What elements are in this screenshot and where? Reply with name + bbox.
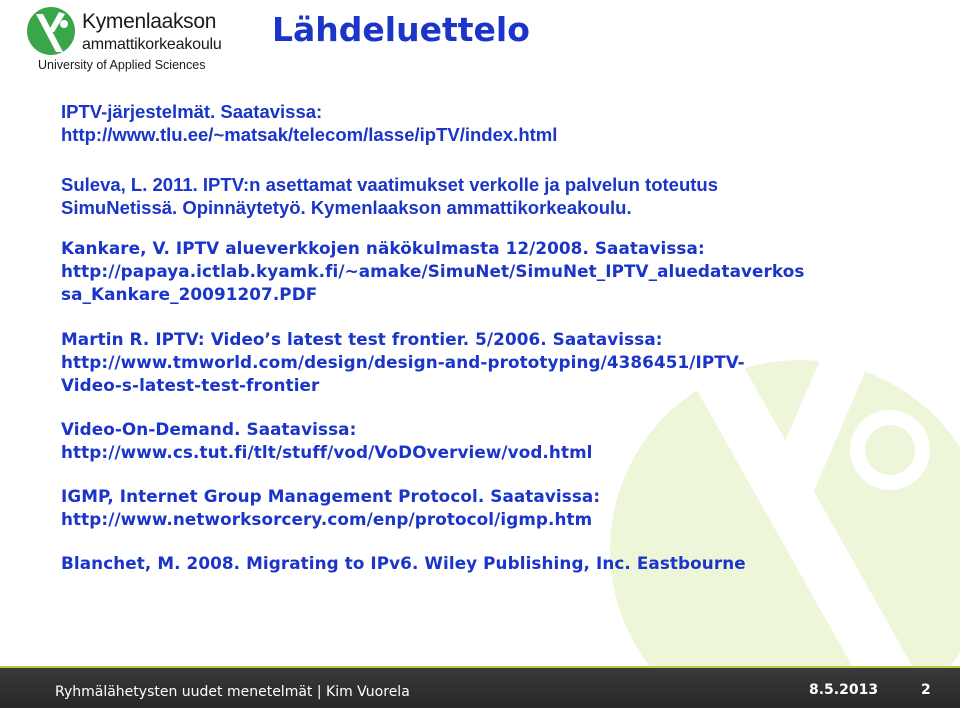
reference-line: http://www.tmworld.com/design/design-and-prototyping/4386451/IPTV- (61, 352, 745, 372)
footer-text: Ryhmälähetysten uudet menetelmät | Kim Vuorela (55, 684, 410, 700)
reference-line: SimuNetissä. Opinnäytetyö. Kymenlaakson ammattikorkeakoulu. (61, 197, 632, 218)
kyamk-emblem-icon (26, 6, 76, 56)
page-number: 2 (921, 682, 931, 698)
page-title: Lähdeluettelo (272, 10, 530, 49)
reference-line: IPTV-järjestelmät. Saatavissa: (61, 101, 323, 122)
reference-line: Video-On-Demand. Saatavissa: (61, 419, 357, 439)
reference-item (61, 173, 718, 219)
footer-bar (0, 666, 960, 708)
reference-line: Video-s-latest-test-frontier (61, 375, 320, 395)
reference-line: http://papaya.ictlab.kyamk.fi/~amake/SimuNet/SimuNet_IPTV_aluedataverkos (61, 261, 805, 281)
reference-item (61, 328, 745, 397)
reference-item (61, 418, 593, 464)
reference-line: Martin R. IPTV: Video’s latest test frontier. 5/2006. Saatavissa: (61, 329, 663, 349)
logo-name: Kymenlaakson (82, 10, 217, 33)
reference-line: Blanchet, M. 2008. Migrating to IPv6. Wiley Publishing, Inc. Eastbourne (61, 553, 746, 573)
reference-line: http://www.cs.tut.fi/tlt/stuff/vod/VoDOverview/vod.html (61, 442, 593, 462)
reference-line: sa_Kankare_20091207.PDF (61, 284, 318, 304)
reference-line: http://www.tlu.ee/~matsak/telecom/lasse/ipTV/index.html (61, 124, 558, 145)
logo-tagline: University of Applied Sciences (38, 58, 206, 72)
reference-line: IGMP, Internet Group Management Protocol. Saatavissa: (61, 486, 601, 506)
reference-item (61, 237, 804, 306)
logo-subname: ammattikorkeakoulu (82, 36, 222, 53)
reference-item (61, 485, 600, 531)
reference-line: http://www.networksorcery.com/enp/protocol/igmp.htm (61, 509, 593, 529)
reference-item (61, 552, 746, 575)
kyamk-logo (26, 6, 226, 72)
reference-line: Kankare, V. IPTV alueverkkojen näkökulmasta 12/2008. Saatavissa: (61, 238, 705, 258)
reference-item (61, 100, 557, 146)
footer-date: 8.5.2013 (809, 682, 879, 698)
reference-line: Suleva, L. 2011. IPTV:n asettamat vaatimukset verkolle ja palvelun toteutus (61, 174, 719, 195)
